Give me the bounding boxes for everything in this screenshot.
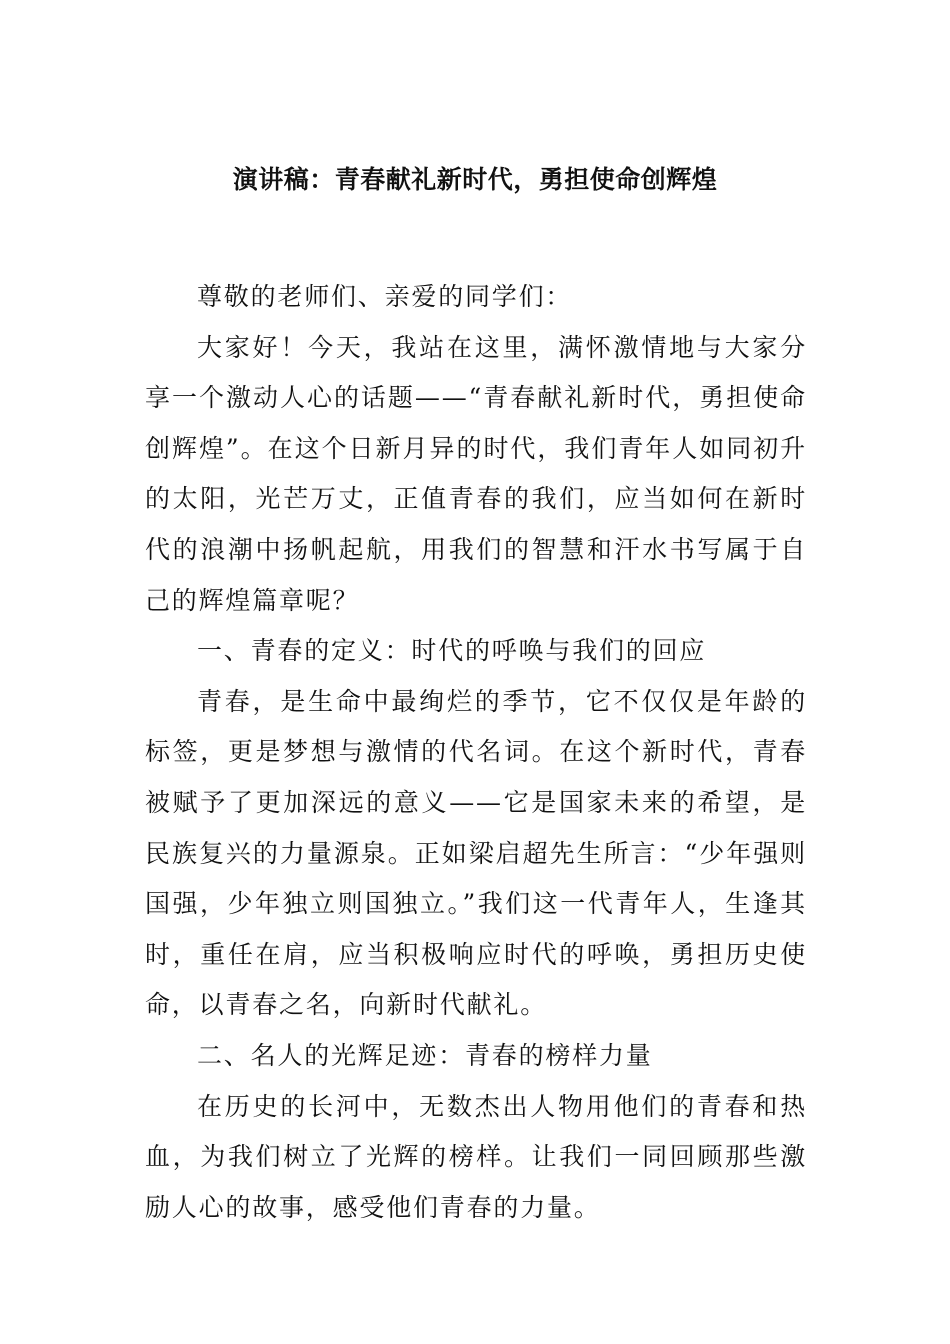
document-body bbox=[145, 272, 807, 1233]
document-title: 演讲稿：青春献礼新时代，勇担使命创辉煌 bbox=[232, 165, 718, 194]
section-heading-2: 二、名人的光辉足迹：青春的榜样力量 bbox=[197, 1040, 653, 1070]
role-models-paragraph: 在历史的长河中，无数杰出人物用他们的青春和热血，为我们树立了光辉的榜样。让我们一同回顾那些激励人心的故事，感受他们青春的力量。 bbox=[145, 1091, 807, 1222]
opening-paragraph: 大家好！今天，我站在这里，满怀激情地与大家分享一个激动人心的话题——“青春献礼新时代，勇担使命创辉煌”。在这个日新月异的时代，我们青年人如同初升的太阳，光芒万丈，正值青春的我们，应当如何在新时代的浪潮中扬帆起航，用我们的智慧和汗水书写属于自己的辉煌篇章呢？ bbox=[145, 332, 807, 615]
youth-definition-paragraph: 青春，是生命中最绚烂的季节，它不仅仅是年龄的标签，更是梦想与激情的代名词。在这个新时代，青春被赋予了更加深远的意义——它是国家未来的希望，是民族复兴的力量源泉。正如梁启超先生所言：“少年强则国强，少年独立则国独立。”我们这一代青年人，生逢其时，重任在肩，应当积极响应时代的呼唤，勇担历史使命，以青春之名，向新时代献礼。 bbox=[145, 686, 807, 1020]
section-heading-1: 一、青春的定义：时代的呼唤与我们的回应 bbox=[197, 636, 707, 666]
salutation-paragraph: 尊敬的老师们、亲爱的同学们： bbox=[197, 282, 573, 311]
